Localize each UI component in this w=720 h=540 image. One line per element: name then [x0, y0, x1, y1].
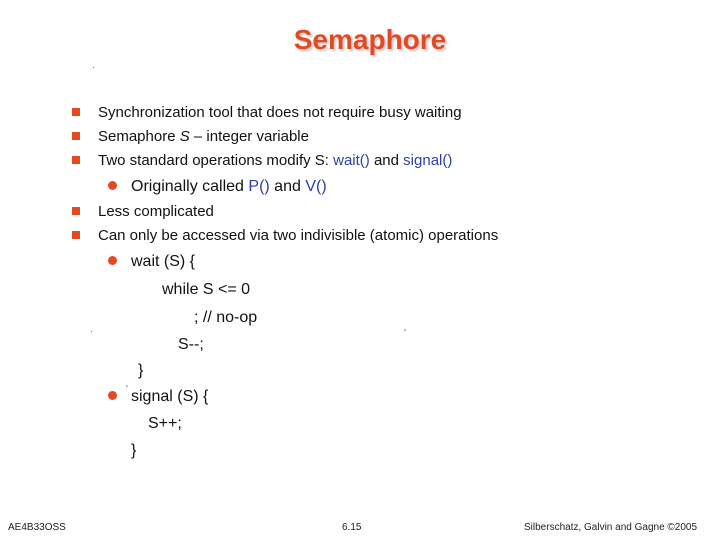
code-line: wait (S) {: [131, 253, 196, 270]
stray-mark: ′: [404, 328, 406, 339]
signal-keyword: signal(): [403, 152, 453, 169]
round-bullet-icon: [108, 391, 117, 400]
code-line: S++;: [148, 415, 182, 432]
bullet-item: [72, 152, 452, 169]
bullet-item: [72, 104, 462, 121]
round-bullet-icon: [108, 256, 117, 265]
bullet-text: Synchronization tool that does not require busy waiting: [98, 104, 462, 121]
square-bullet-icon: [72, 231, 80, 239]
variable-name: S: [179, 128, 190, 145]
footer-page-number: 6.15: [342, 522, 362, 533]
round-bullet-icon: [108, 181, 117, 190]
stray-mark: ′: [126, 384, 128, 395]
square-bullet-icon: [72, 207, 80, 215]
sub-bullet-text: and: [269, 178, 306, 195]
square-bullet-icon: [72, 132, 80, 140]
code-line: }: [138, 362, 144, 379]
stray-mark: ·: [90, 326, 94, 337]
bullet-text: Semaphore: [98, 128, 180, 145]
code-bullet-signal: [108, 388, 208, 406]
sub-bullet-item: [108, 178, 327, 196]
code-line: }: [131, 442, 137, 459]
code-line: ; // no-op: [194, 309, 258, 326]
bullet-text: Less complicated: [98, 203, 214, 220]
square-bullet-icon: [72, 108, 80, 116]
bullet-text: Two standard operations modify S:: [98, 152, 334, 169]
square-bullet-icon: [72, 156, 80, 164]
footer-copyright: Silberschatz, Galvin and Gagne ©2005: [524, 522, 698, 533]
code-bullet-wait: [108, 253, 195, 271]
p-keyword: P(): [248, 178, 270, 195]
slide-title: Semaphore: [293, 24, 447, 55]
code-line: while S <= 0: [162, 281, 251, 298]
bullet-text: and: [369, 152, 404, 169]
footer-course-code: AE4B33OSS: [8, 522, 66, 533]
code-line: signal (S) {: [131, 388, 209, 405]
bullet-item: [72, 227, 498, 244]
v-keyword: V(): [305, 178, 327, 195]
code-line: S--;: [178, 336, 204, 353]
bullet-item: [72, 128, 309, 145]
stray-mark: ·: [92, 62, 96, 73]
bullet-text: – integer variable: [189, 128, 309, 145]
bullet-item: [72, 203, 214, 220]
sub-bullet-text: Originally called: [131, 178, 249, 195]
wait-keyword: wait(): [333, 152, 370, 169]
bullet-text: Can only be accessed via two indivisible (atomic) operations: [98, 227, 499, 244]
